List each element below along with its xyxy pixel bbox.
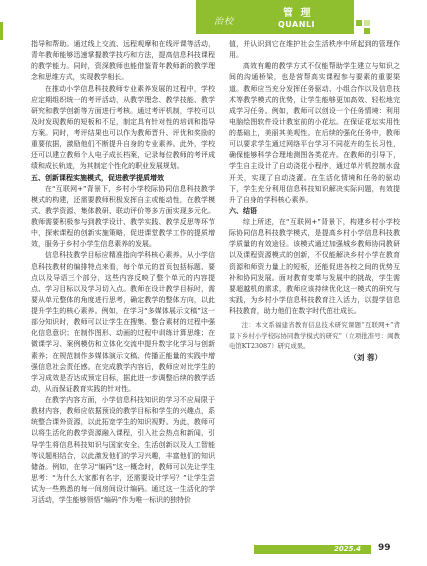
left-column <box>31 39 215 506</box>
body-paragraph: 在推动小学信息科技教师专业素养发展的过程中，学校应定期组织统一的考评活动，从教学理念、教学技能、教学研究和教学创新等方面进行考核。通过考评机制，学校可以及时发现教师的短板和不足，制定具有针对性的培训和指导方案。同时，考评结果也可以作为教师晋升、评优和奖励的重要依据，激励他们不断提升自身的专业素养。此外，学校还可以建立教师个人电子成长档案，记录每位教师的考评成绩和成长轨迹，为其制定个性化的职业发展规划。 <box>31 84 215 171</box>
header-square-decor <box>364 20 370 26</box>
column-title-en: QUANLI <box>278 20 316 29</box>
body-paragraph: 高效有趣的教学方式不仅能帮助学生建立与知识之间的沟通桥梁，也是营帮高实课程参与要素的重要渠道。教师应当充分发挥任务驱动、小组合作以及信息技术等教学模式的优势，让学生能够更加高效、轻松地完成学习任务。例如，教师可以创设一个任务情境：利用电脑绘图软件设计教室前的小花坛。在保证花坛实用性的基础上，美丽其美观性。在后续的强化任务中，教师可以要求学生通过网络平台学习不同花卉的生长习性，确保能够科学合理地测图各类花卉。在教师的引导下，学生自主设计了自动浇花小程序，通过单片机控制水盘开关，实现了自动浇灌。在生活化情境和任务的驱动下，学生充分利用信息科技知识解决实际问题，有效提升了自身的学科核心素养。 <box>229 62 400 204</box>
body-paragraph: 信息科技教学目标应精准指向学科核心素养。从小学信息科技教材的编排特点来看，每个单元的首页包括标题、要点以及导语三个部分，这些内容反映了整个单元的内容提点、学习目标以及学习切入点。教师在设计教学目标时，需要从单元整体的角度进行思考，确定教学的整体方向，以此提升学生的核心素养。例如，在学习“多媒体展示文稿”这一部分知识时，教师可以让学生在搜集、整合素材的过程中强化信息意识；在制作图形、动画的过程中训练计算思维；在微课学习、案例模仿和立体化交流中提升数字化学习与创新素养；在规范制作多媒体演示文稿、传播正能量的实践中增强信息社会责任感。在完成教学内容后，教师应对比学生的学习成效是否达成预定目标，据此进一步调整后续的教学活动，从而保证教育实践的针对性。 <box>31 251 215 393</box>
page-number: 99 <box>378 543 391 553</box>
header-square-decor <box>356 20 362 26</box>
body-paragraph: 综上所述，在“互联网+”背景下，构建乡村小学校际协同信息科技教学模式，是提高乡村小学信息科技教学质量的有效途径。该模式通过加强城乡教师协同教研以及课程资源模式的创新，不仅能解决乡村小学在教育资源和师资力量上的短板，还能促进各校之间的优势互补和协同发展。面对教育变革与发展中的挑战，学生需要超越机的需求，教师应该持续优化这一模式的研究与实践，为乡村小学信息科技教育注入活力，以提学信息科技教育，助力他们在数字时代茁壮成长。 <box>229 218 400 315</box>
body-paragraph: 在教学内容方面，小学信息科技知识的学习不应局限于教材内容，教师应依据预设的教学目标和学生的兴趣点，系统整合课外资源，以此拓宽学生的知识视野。为此，教师可以将生活化的教学资源融入课程，引入社会热点和新闻，引导学生将信息科技知识与国家安全、生活创新以及人工智能等议题相结合，以此激发他们的学习兴趣，丰富他们的知识储备。例如，在学习“编码”这一概念时，教师可以先让学生思考：“为什么大家都有名字，还需要设计学号？”让学生尝试为一些熟悉的每一间房间设计编码。通过这一生活化的学习活动，学生能够领悟“编码”作为唯一标识的独特价 <box>31 396 215 505</box>
body-paragraph: 指导和帮助。通过线上交流、远程观摩和在线评课等活动，青年教师能够迅速掌握教学技巧和方法，提高信息科技课程的教学能力。同时，资深教师也能借鉴青年教师新的教学理念和思维方式，实现教学相长。 <box>31 40 215 82</box>
column-title-cn: 管 理 <box>283 8 313 19</box>
author-byline: （刘 蓉） <box>349 352 382 362</box>
section-heading: 六、结语 <box>229 206 257 215</box>
section-heading: 五、创新课程实施模式，促进教学提质增效 <box>31 173 164 182</box>
body-paragraph: 在“互联网+”背景下，乡村小学校际协同信息科技教学模式的构建，还需要教师积极发挥自主或能动性，在教学模式、教学资源、集体教研、联动评价等多方面实现多元化。教师需要积极参与到教学设计、教学实践、教学反思等环节中，探索课程的创新实施策略，促进课堂教学工作的提质增效，服务于乡村小学生信息素养的发展。 <box>31 184 215 249</box>
body-paragraph: 值，并认识到它在维护社会生活秩序中所起到的管理作用。 <box>229 40 400 60</box>
funding-note: 注：本文系福建省教育信息技术研究课题“互联网+”背景下乡村小学校际协同教学模式的研究”（立项批准号：闽教电馆KT23087）研究成果。 <box>229 321 400 351</box>
right-column <box>229 39 400 363</box>
header-square-decor <box>364 28 370 34</box>
header-accent-mark <box>0 22 3 40</box>
section-label: 治校 <box>214 17 235 27</box>
issue-label: 2025.4 <box>334 545 362 553</box>
